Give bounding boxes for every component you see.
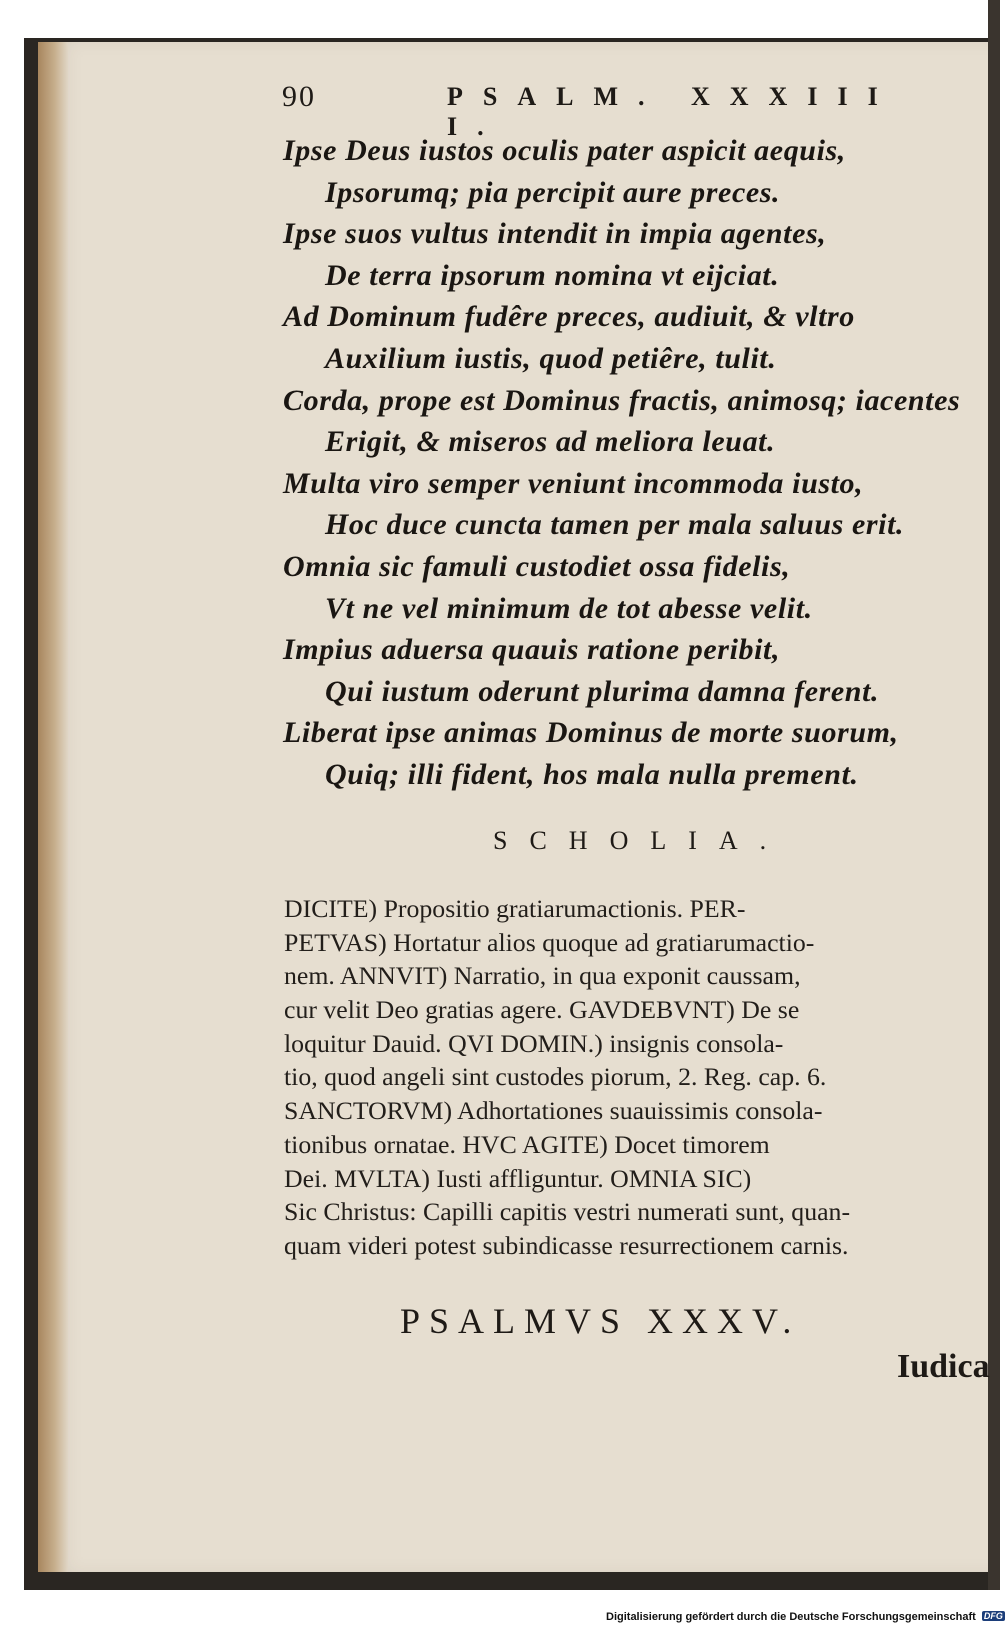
verse-line: Impius aduersa quauis ratione peribit, <box>283 633 781 667</box>
verse-line: Vt ne vel minimum de tot abesse velit. <box>325 591 813 625</box>
running-title: PSALM. XXXIII I. <box>447 82 898 141</box>
verse-line: Erigit, & miseros ad meliora leuat. <box>325 425 776 459</box>
verse-line: Ad Dominum fudêre preces, audiuit, & vltro <box>283 300 855 334</box>
scholia-commentary <box>284 892 996 1263</box>
verse-line: Qui iustum oderunt plurima damna ferent. <box>325 674 880 708</box>
verse-line: Ipse suos vultus intendit in impia agentes, <box>283 217 827 251</box>
footer-text: Digitalisierung gefördert durch die Deutsche Forschungsgemeinschaft <box>606 1611 976 1623</box>
scholia-line: tionibus ornatae. HVC AGITE) Docet timorem <box>284 1129 770 1159</box>
verse-line: Corda, prope est Dominus fractis, animosq; iacentes <box>283 383 961 417</box>
verse-line: Omnia sic famuli custodiet ossa fidelis, <box>283 549 791 583</box>
digitization-footer <box>606 1611 1005 1623</box>
catchword: Iudica <box>897 1348 990 1385</box>
scholia-line: SANCTORVM) Adhortationes suauissimis consola- <box>284 1096 823 1126</box>
scholia-line: Sic Christus: Capilli capitis vestri numerati sunt, quan- <box>284 1197 851 1227</box>
scholia-line: nem. ANNVIT) Narratio, in qua exponit caussam, <box>284 961 801 991</box>
scholia-line: quam videri potest subindicasse resurrectionem carnis. <box>284 1230 849 1260</box>
scholia-line: DICITE) Propositio gratiarumactionis. PER- <box>284 894 746 923</box>
dfg-logo: DFG <box>983 1611 1003 1621</box>
scholia-heading: SCHOLIA. <box>493 826 789 855</box>
scholia-line: tio, quod angeli sint custodes piorum, 2. Reg. cap. 6. <box>284 1062 827 1092</box>
page-gutter-edge <box>38 42 68 1572</box>
verse-line: Hoc duce cuncta tamen per mala saluus erit. <box>325 508 905 542</box>
right-page-edge <box>988 0 1000 1590</box>
next-psalm-title: PSALMVS XXXV. <box>400 1301 801 1341</box>
verse-line: Multa viro semper veniunt incommoda iusto, <box>283 466 864 500</box>
scholia-line: loquitur Dauid. QVI DOMIN.) insignis consola- <box>284 1028 784 1058</box>
verse-line: Auxilium iustis, quod petiêre, tulit. <box>325 341 777 375</box>
psalm-verse-block <box>283 130 983 796</box>
scholia-line: cur velit Deo gratias agere. GAVDEBVNT) De se <box>284 995 800 1025</box>
verse-line: De terra ipsorum nomina vt eijciat. <box>325 258 780 292</box>
page-number: 90 <box>282 80 316 113</box>
verse-line: Ipsorumq; pia percipit aure preces. <box>325 175 781 209</box>
scholia-line: Dei. MVLTA) Iusti affliguntur. OMNIA SIC) <box>284 1163 752 1193</box>
verse-line: Liberat ipse animas Dominus de morte suorum, <box>283 716 899 750</box>
verse-line: Ipse Deus iustos oculis pater aspicit aequis, <box>283 134 846 167</box>
scholia-line: PETVAS) Hortatur alios quoque ad gratiarumactio- <box>284 927 815 957</box>
verse-line: Quiq; illi fident, hos mala nulla prement. <box>325 757 859 791</box>
page-header <box>282 80 922 141</box>
